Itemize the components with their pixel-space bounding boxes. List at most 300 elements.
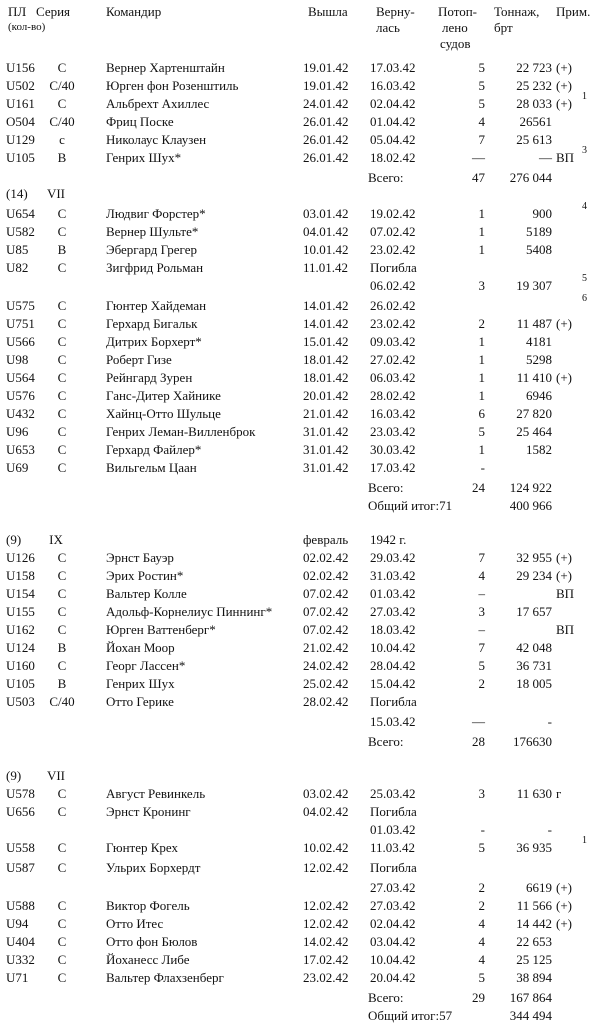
cell-commander: Отто Герике [106,694,174,709]
header-commander: Командир [106,4,162,19]
cell-note: (+) [556,96,572,111]
cell-sunk: — [472,150,485,165]
cell-tonnage: 29 234 [516,568,552,583]
cell-returned: 25.03.42 [370,786,416,801]
cell-boat: U98 [6,352,29,367]
cell-returned: 1942 г. [370,532,407,547]
cell-note: ВП [556,586,575,601]
cell-series: C [57,916,67,931]
cell-returned: 28.04.42 [370,658,416,673]
cell-departed: 07.02.42 [303,622,349,637]
cell-series: B [57,242,67,257]
cell-fn: 1 [582,91,587,102]
cell-commander: Хайнц-Отто Шульце [106,406,221,421]
cell-departed: 07.02.42 [303,586,349,601]
cell-departed: 12.02.42 [303,860,349,875]
cell-boat: U124 [6,640,35,655]
cell-commander: Отто Итес [106,916,164,931]
cell-series: C [57,406,67,421]
cell-series: C [57,934,67,949]
header-tonnage-1: Тоннаж, [494,4,540,19]
cell-sunk: 2 [478,316,485,331]
cell-returned: 01.04.42 [370,114,416,129]
cell-commander: Эрнст Кронинг [106,804,191,819]
cell-boat: U96 [6,424,29,439]
cell-tonnage: 5298 [526,352,552,367]
cell-sunk: 7 [478,550,485,565]
cell-tonnage: 11 630 [516,786,552,801]
cell-sunk: 1 [478,206,485,221]
cell-commander: Гюнтер Крех [106,840,179,855]
cell-commander: Роберт Гизе [106,352,172,367]
header-pl: ПЛ [8,4,27,19]
cell-returned: 27.03.42 [370,604,416,619]
cell-commander: Йоханесс Либе [106,952,190,967]
cell-boat: U578 [6,786,35,801]
cell-commander: Юрген Ваттенберг* [106,622,216,637]
cell-boat: U503 [6,694,35,709]
cell-boat: U156 [6,60,35,75]
cell-commander: Рейнгард Зурен [106,370,193,385]
cell-sunk: 4 [478,934,485,949]
cell-boat: U654 [6,206,35,221]
cell-series: C [57,970,67,985]
cell-boat: U71 [6,970,29,985]
cell-boat: U154 [6,586,35,601]
cell-departed: 18.01.42 [303,352,349,367]
cell-departed: 14.01.42 [303,298,349,313]
cell-fn: 3 [582,145,587,156]
cell-sunk: 5 [478,658,485,673]
cell-departed: 24.01.42 [303,96,349,111]
cell-sunk: 5 [478,96,485,111]
cell-series: VII [46,186,66,201]
cell-departed: 24.02.42 [303,658,349,673]
cell-returned: 27.03.42 [370,880,416,895]
cell-sunk: 5 [478,840,485,855]
cell-returned: 01.03.42 [370,586,416,601]
cell-tonnage: 6619 [526,880,552,895]
cell-departed: 26.01.42 [303,114,349,129]
cell-tonnage: 25 232 [516,78,552,93]
cell-fn: 5 [582,273,587,284]
cell-sunk: 4 [478,114,485,129]
cell-series: C [57,622,67,637]
header-sunk-1: Потоп- [438,4,478,19]
cell-commander: Людвиг Форстер* [106,206,206,221]
cell-tonnage: 18 005 [516,676,552,691]
cell-sunk: 5 [478,60,485,75]
cell-boat: U653 [6,442,35,457]
cell-tonnage: 167 864 [509,990,552,1005]
cell-commander: Август Ревинкель [106,786,206,801]
cell-series: C [57,586,67,601]
cell-series: C [57,860,67,875]
header-returned-1: Верну- [376,4,415,19]
cell-departed: 19.01.42 [303,60,349,75]
cell-boat: U558 [6,840,35,855]
cell-returned: 23.02.42 [370,316,416,331]
cell-sunk: – [478,586,485,601]
cell-returned: 23.03.42 [370,424,416,439]
cell-note: (+) [556,78,572,93]
cell-tonnage: 32 955 [516,550,552,565]
cell-label: Общий итог:57 [368,1008,453,1023]
cell-tonnage: 22 653 [516,934,552,949]
cell-departed: февраль [303,532,349,547]
cell-series: C [57,568,67,583]
cell-tonnage: 36 935 [516,840,552,855]
cell-returned: 15.03.42 [370,714,416,729]
cell-boat: U432 [6,406,35,421]
cell-boat: U162 [6,622,35,637]
cell-tonnage: - [547,822,552,837]
cell-series: B [57,150,67,165]
cell-sunk: 7 [478,640,485,655]
cell-commander: Вальтер Колле [106,586,187,601]
cell-series: VII [46,768,66,783]
header-series: Серия [36,4,71,19]
cell-sunk: 1 [478,388,485,403]
cell-returned: Погибла [370,860,417,875]
cell-series: C [57,96,67,111]
cell-tonnage: 6946 [526,388,552,403]
cell-tonnage: 900 [532,206,552,221]
cell-sunk: 1 [478,352,485,367]
cell-tonnage: 1582 [526,442,552,457]
cell-tonnage: 11 410 [516,370,552,385]
cell-sunk: 2 [478,880,485,895]
cell-tonnage: - [547,714,552,729]
cell-commander: Георг Лассен* [106,658,186,673]
cell-series: C [57,550,67,565]
cell-tonnage: 5408 [526,242,552,257]
cell-sunk: 1 [478,370,485,385]
cell-returned: 10.04.42 [370,640,416,655]
cell-label: Всего: [368,170,404,185]
cell-departed: 14.02.42 [303,934,349,949]
cell-fn: 4 [582,201,587,212]
cell-departed: 10.01.42 [303,242,349,257]
cell-departed: 04.02.42 [303,804,349,819]
cell-boat: U129 [6,132,35,147]
cell-sunk: 4 [478,568,485,583]
cell-boat: U94 [6,916,29,931]
cell-series: B [57,640,67,655]
cell-returned: 28.02.42 [370,388,416,403]
cell-commander: Юрген фон Розенштиль [106,78,239,93]
cell-sunk: 1 [478,442,485,457]
cell-departed: 31.01.42 [303,460,349,475]
cell-commander: Отто фон Бюлов [106,934,198,949]
cell-boat: (9) [6,532,22,547]
cell-series: C [57,206,67,221]
cell-series: C [57,786,67,801]
cell-note: (+) [556,880,572,895]
cell-tonnage: 36 731 [516,658,552,673]
cell-series: C [57,352,67,367]
cell-departed: 04.01.42 [303,224,349,239]
cell-commander: Эрих Ростин* [106,568,184,583]
cell-boat: U126 [6,550,35,565]
cell-series: C [57,804,67,819]
cell-returned: Погибла [370,804,417,819]
cell-tonnage: 25 464 [516,424,552,439]
cell-boat: U566 [6,334,35,349]
cell-departed: 28.02.42 [303,694,349,709]
cell-departed: 25.02.42 [303,676,349,691]
cell-tonnage: 5189 [526,224,552,239]
cell-returned: 18.03.42 [370,622,416,637]
cell-boat: U564 [6,370,35,385]
cell-series: C [57,442,67,457]
cell-label: Всего: [368,734,404,749]
cell-series: C [57,840,67,855]
cell-sunk: 28 [472,734,485,749]
cell-commander: Герхард Бигальк [106,316,198,331]
cell-sunk: 3 [478,278,485,293]
cell-commander: Дитрих Борхерт* [106,334,202,349]
cell-series: C/40 [49,78,75,93]
header-returned-2: лась [376,20,400,35]
cell-returned: 27.02.42 [370,352,416,367]
cell-departed: 19.01.42 [303,78,349,93]
cell-series: B [57,676,67,691]
cell-sunk: 6 [478,406,485,421]
cell-series: C [57,60,67,75]
cell-departed: 03.01.42 [303,206,349,221]
cell-tonnage: 124 922 [509,480,552,495]
cell-boat: U575 [6,298,35,313]
cell-boat: U587 [6,860,35,875]
cell-departed: 17.02.42 [303,952,349,967]
cell-boat: U82 [6,260,29,275]
cell-boat: U160 [6,658,35,673]
cell-sunk: 1 [478,242,485,257]
cell-commander: Николаус Клаузен [106,132,207,147]
cell-series: C [57,388,67,403]
cell-sunk: 4 [478,916,485,931]
cell-returned: 06.03.42 [370,370,416,385]
cell-series: C [57,898,67,913]
cell-returned: 31.03.42 [370,568,416,583]
header-note: Прим. [556,4,591,19]
cell-boat: (14) [6,186,28,201]
cell-returned: 30.03.42 [370,442,416,457]
cell-note: (+) [556,370,572,385]
cell-series: C [57,224,67,239]
cell-boat: U502 [6,78,35,93]
cell-departed: 02.02.42 [303,568,349,583]
cell-departed: 03.02.42 [303,786,349,801]
cell-departed: 02.02.42 [303,550,349,565]
cell-note: (+) [556,316,572,331]
cell-departed: 23.02.42 [303,970,349,985]
cell-label: Всего: [368,480,404,495]
cell-tonnage: 28 033 [516,96,552,111]
cell-sunk: 3 [478,786,485,801]
cell-sunk: 7 [478,132,485,147]
header-tonnage-2: брт [494,20,513,35]
cell-sunk: 47 [472,170,485,185]
cell-note: (+) [556,60,572,75]
cell-boat: U158 [6,568,35,583]
cell-tonnage: 38 894 [516,970,552,985]
cell-boat: U161 [6,96,35,111]
cell-commander: Генрих Леман-Вилленброк [106,424,256,439]
cell-returned: 15.04.42 [370,676,416,691]
cell-note: (+) [556,916,572,931]
cell-series: C/40 [49,694,75,709]
cell-returned: 19.02.42 [370,206,416,221]
cell-returned: 16.03.42 [370,406,416,421]
cell-note: (+) [556,898,572,913]
cell-note: г [556,786,562,801]
cell-departed: 15.01.42 [303,334,349,349]
cell-returned: 17.03.42 [370,460,416,475]
cell-commander: Йохан Моор [106,640,175,655]
cell-series: C [57,298,67,313]
cell-series: c [59,132,65,147]
cell-departed: 11.01.42 [303,260,349,275]
cell-sunk: - [480,822,485,837]
cell-series: IX [49,532,63,547]
cell-series: C [57,334,67,349]
cell-boat: O504 [6,114,35,129]
cell-commander: Адольф-Корнелиус Пиннинг* [106,604,273,619]
cell-commander: Вильгельм Цаан [106,460,197,475]
cell-sunk: — [472,714,485,729]
cell-returned: 02.04.42 [370,916,416,931]
cell-returned: 10.04.42 [370,952,416,967]
header-sunk-2: лено [442,20,468,35]
cell-commander: Виктор Фогель [106,898,190,913]
cell-commander: Вернер Шульте* [106,224,199,239]
cell-returned: 17.03.42 [370,60,416,75]
cell-departed: 12.02.42 [303,916,349,931]
cell-tonnage: 26561 [519,114,552,129]
cell-departed: 21.02.42 [303,640,349,655]
cell-tonnage: 11 487 [516,316,552,331]
cell-tonnage: 17 657 [516,604,552,619]
cell-boat: U751 [6,316,35,331]
cell-commander: Генрих Шух [106,676,175,691]
cell-commander: Герхард Файлер* [106,442,202,457]
cell-commander: Ганс-Дитер Хайнике [106,388,221,403]
cell-label: Всего: [368,990,404,1005]
cell-sunk: 5 [478,424,485,439]
cell-fn: 1 [582,835,587,846]
cell-returned: 06.02.42 [370,278,416,293]
cell-commander: Гюнтер Хайдеман [106,298,207,313]
cell-boat: U582 [6,224,35,239]
cell-tonnage: 276 044 [509,170,552,185]
cell-departed: 26.01.42 [303,150,349,165]
cell-tonnage: 14 442 [516,916,552,931]
cell-commander: Ульрих Борхердт [106,860,201,875]
cell-departed: 10.02.42 [303,840,349,855]
cell-boat: U105 [6,150,35,165]
cell-returned: Погибла [370,260,417,275]
cell-sunk: 5 [478,970,485,985]
cell-boat: U155 [6,604,35,619]
cell-tonnage: 22 723 [516,60,552,75]
cell-fn: 6 [582,293,587,304]
cell-returned: 16.03.42 [370,78,416,93]
cell-departed: 07.02.42 [303,604,349,619]
cell-series: C [57,316,67,331]
cell-commander: Эрнст Бауэр [106,550,174,565]
cell-sunk: 3 [478,604,485,619]
cell-tonnage: 27 820 [516,406,552,421]
cell-series: C/40 [49,114,75,129]
cell-sunk: 29 [472,990,485,1005]
cell-note: ВП [556,622,575,637]
cell-tonnage: — [539,150,552,165]
cell-departed: 20.01.42 [303,388,349,403]
cell-tonnage: 4181 [526,334,552,349]
cell-returned: 23.02.42 [370,242,416,257]
cell-boat: U105 [6,676,35,691]
cell-boat: U69 [6,460,29,475]
cell-commander: Вальтер Флахзенберг [106,970,224,985]
cell-boat: U85 [6,242,29,257]
cell-series: C [57,604,67,619]
header-pl-sub: (кол-во) [8,21,46,33]
cell-note: (+) [556,568,572,583]
cell-sunk: 2 [478,898,485,913]
cell-commander: Эбергард Грегер [106,242,197,257]
cell-returned: 01.03.42 [370,822,416,837]
cell-sunk: 1 [478,334,485,349]
cell-series: C [57,260,67,275]
cell-tonnage: 400 966 [509,498,552,513]
cell-tonnage: 42 048 [516,640,552,655]
cell-sunk: 2 [478,676,485,691]
cell-returned: 05.04.42 [370,132,416,147]
cell-commander: Альбрехт Ахиллес [106,96,210,111]
cell-departed: 18.01.42 [303,370,349,385]
cell-departed: 26.01.42 [303,132,349,147]
cell-returned: 11.03.42 [370,840,416,855]
cell-departed: 14.01.42 [303,316,349,331]
cell-commander: Зигфрид Рольман [106,260,204,275]
cell-sunk: 1 [478,224,485,239]
cell-departed: 21.01.42 [303,406,349,421]
cell-sunk: 5 [478,78,485,93]
cell-departed: 12.02.42 [303,898,349,913]
cell-returned: 27.03.42 [370,898,416,913]
cell-series: C [57,952,67,967]
cell-sunk: – [478,622,485,637]
cell-boat: U588 [6,898,35,913]
cell-label: Общий итог:71 [368,498,453,513]
cell-returned: 03.04.42 [370,934,416,949]
cell-series: C [57,658,67,673]
cell-returned: 07.02.42 [370,224,416,239]
cell-tonnage: 176630 [513,734,552,749]
cell-commander: Генрих Шух* [106,150,182,165]
cell-tonnage: 25 613 [516,132,552,147]
cell-returned: 20.04.42 [370,970,416,985]
cell-returned: 29.03.42 [370,550,416,565]
cell-tonnage: 344 494 [509,1008,552,1023]
cell-series: C [57,370,67,385]
cell-series: C [57,460,67,475]
cell-boat: U656 [6,804,35,819]
cell-commander: Фриц Поске [106,114,174,129]
cell-returned: 26.02.42 [370,298,416,313]
